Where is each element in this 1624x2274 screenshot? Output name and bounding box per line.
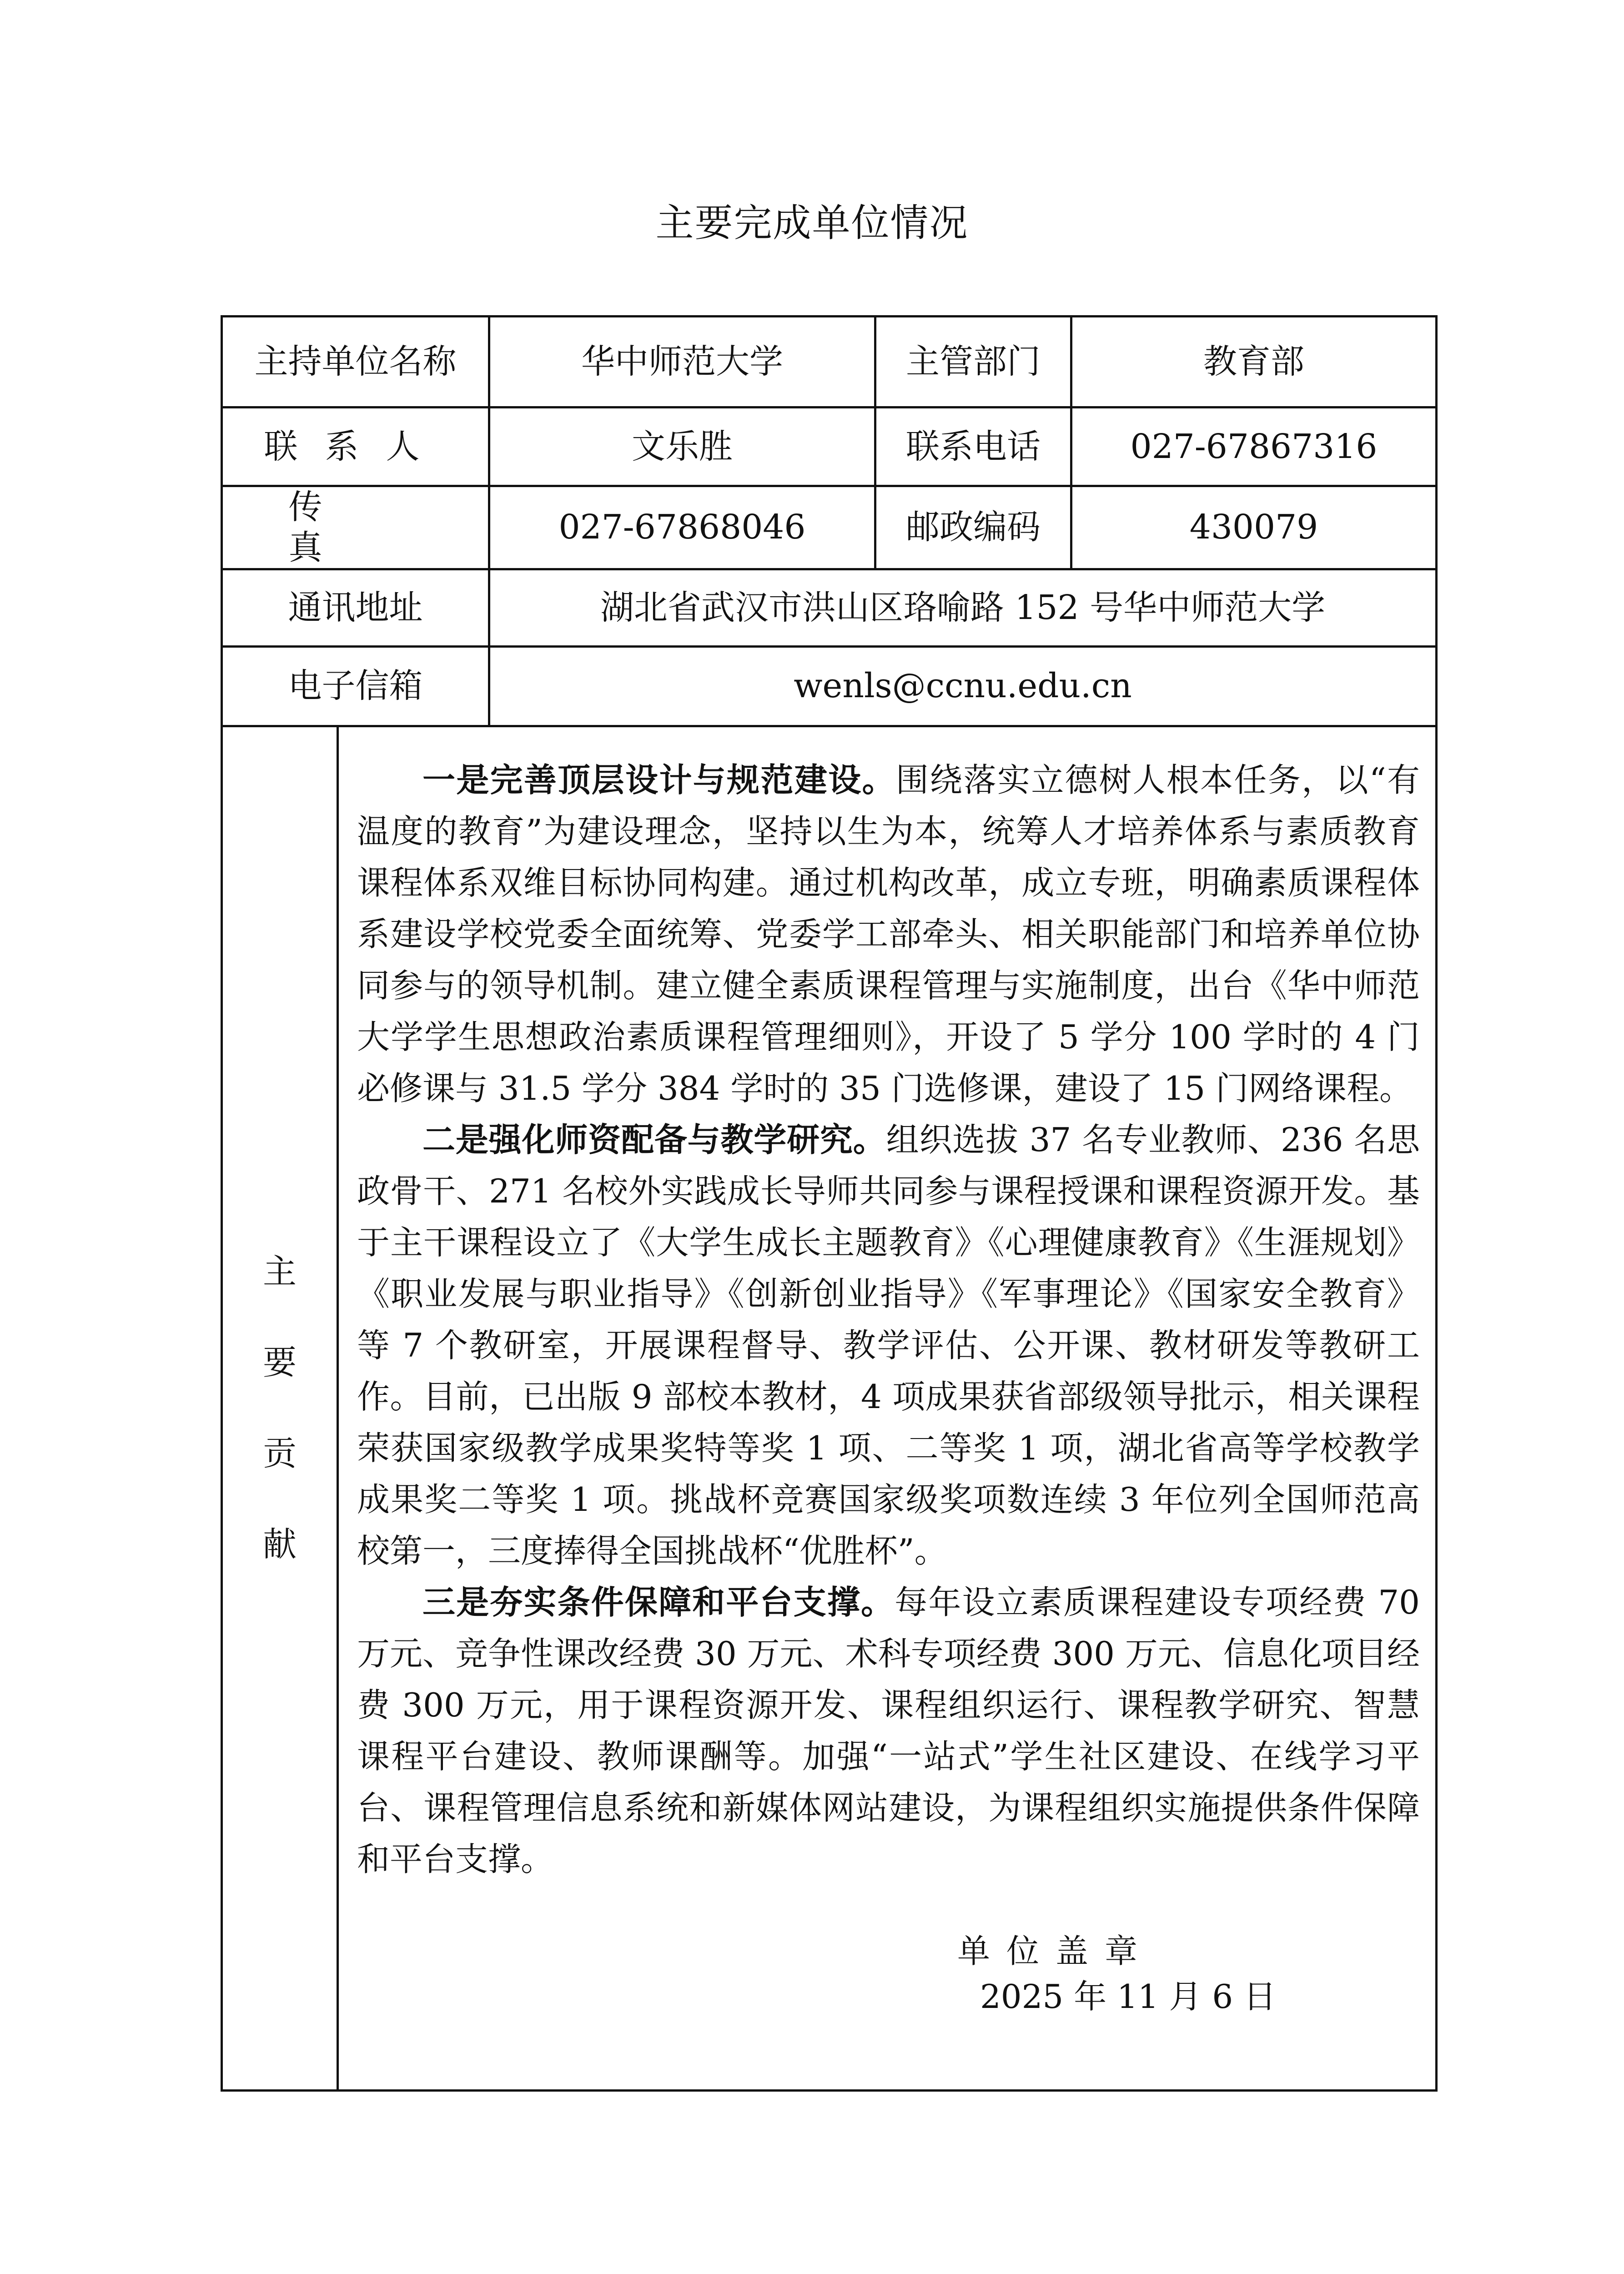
phone-value: 027-67867316 (1071, 408, 1437, 486)
fax-value: 027-67868046 (489, 486, 875, 569)
fax-label: 传真 (222, 486, 489, 569)
host-label: 主持单位名称 (222, 317, 489, 408)
phone-label: 联系电话 (875, 408, 1071, 486)
signature-block (339, 1928, 1435, 2028)
contribution-heading: 一是完善顶层设计与规范建设。 (422, 760, 896, 799)
contact-label: 联系人 (222, 408, 489, 486)
contributions-label-char: 贡 (263, 1434, 297, 1474)
row-contact (222, 408, 1437, 486)
contribution-paragraph (357, 1114, 1420, 1577)
contributions-label-char: 主 (263, 1252, 297, 1292)
email-value: wenls@ccnu.edu.cn (489, 646, 1437, 726)
unit-seal-label: 单位盖章 (957, 1932, 1154, 1970)
contributions-label-char: 要 (263, 1343, 297, 1383)
email-label: 电子信箱 (222, 646, 489, 726)
row-address (222, 569, 1437, 646)
signature-date: 2025 年 11 月 6 日 (980, 1977, 1277, 2016)
address-value: 湖北省武汉市洪山区珞喻路 152 号华中师范大学 (489, 569, 1437, 646)
contribution-heading: 三是夯实条件保障和平台支撑。 (422, 1583, 895, 1621)
contribution-body: 围绕落实立德树人根本任务，以“有温度的教育”为建设理念，坚持以生为本，统筹人才培养体系与素质教育课程体系双维目标协同构建。通过机构改革，成立专班，明确素质课程体系建设学校党委全面统筹、党委学工部牵头、相关职能部门和培养单位协同参与的领导机制。建立健全素质课程管理与实施制度，出台《华中师范大学学生思想政治素质课程管理细则》，开设了 5 学分 100 学时的 4 门必修课与 31.5 学分 384 学时的 35 门选修课，建设了 15 门网络课程。 (357, 760, 1420, 1107)
contribution-heading: 二是强化师资配备与教学研究。 (422, 1120, 886, 1159)
dept-value: 教育部 (1071, 317, 1437, 408)
contribution-paragraph (357, 755, 1420, 1114)
unit-info-table (221, 315, 1438, 2092)
contributions-label (222, 726, 338, 2090)
page-title: 主要完成单位情况 (655, 201, 969, 245)
contact-value: 文乐胜 (489, 408, 875, 486)
row-email (222, 646, 1437, 726)
row-host (222, 317, 1437, 408)
contributions-text (339, 727, 1435, 1885)
postcode-label: 邮政编码 (875, 486, 1071, 569)
contribution-body: 组织选拔 37 名专业教师、236 名思政骨干、271 名校外实践成长导师共同参与课程授课和课程资源开发。基于主干课程设立了《大学生成长主题教育》《心理健康教育》《生涯规划》《职业发展与职业指导》《创新创业指导》《军事理论》《国家安全教育》等 7 个教研室，开展课程督导、教学评估、公开课、教材研发等教研工作。目前，已出版 9 部校本教材，4 项成果获省部级领导批示，相关课程荣获国家级教学成果奖特等奖 1 项、二等奖 1 项，湖北省高等学校教学成果奖二等奖 1 项。挑战杯竞赛国家级奖项数连续 3 年位列全国师范高校第一，三度捧得全国挑战杯“优胜杯”。 (357, 1120, 1420, 1570)
contributions-label-char: 献 (263, 1525, 297, 1565)
contributions-content (338, 726, 1437, 2090)
dept-label: 主管部门 (875, 317, 1071, 408)
address-label: 通讯地址 (222, 569, 489, 646)
row-fax (222, 486, 1437, 569)
contribution-body: 每年设立素质课程建设专项经费 70 万元、竞争性课改经费 30 万元、术科专项经费 300 万元、信息化项目经费 300 万元，用于课程资源开发、课程组织运行、课程教学研究、智慧课程平台建设、教师课酬等。加强“一站式”学生社区建设、在线学习平台、课程管理信息系统和新媒体网站建设，为课程组织实施提供条件保障和平台支撑。 (357, 1583, 1420, 1878)
row-contributions (222, 726, 1437, 2090)
contribution-paragraph (357, 1577, 1420, 1885)
postcode-value: 430079 (1071, 486, 1437, 569)
host-value: 华中师范大学 (489, 317, 875, 408)
